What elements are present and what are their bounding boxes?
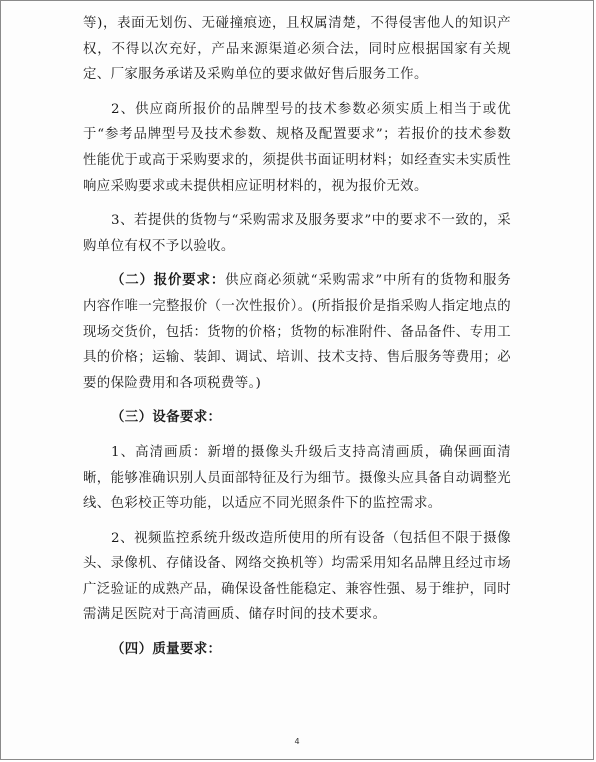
quality-heading: （四）质量要求： [111, 641, 222, 658]
document-body [83, 11, 511, 663]
paragraph-warranty: 等)，表面无划伤、无碰撞痕迹，且权属清楚，不得侵害他人的知识产权，不得以次充好，产品来源渠道必须合法，同时应根据国家有关规定、厂家服务承诺及采购单位的要求做好售后服务工作。 [83, 16, 511, 83]
paragraph-acceptance: 3、若提供的货物与“采购需求及服务要求”中的要求不一致的，采购单位有权不予以验收。 [83, 213, 511, 254]
quote-body: 供应商必须就“采购需求”中所有的货物和服务内容作唯一完整报价（一次性报价）。(所指报价是指采购人指定地点的现场交货价，包括：货物的价格；货物的标准附件、备品备件、专用工具的价格；运输、装卸、调试、培训、技术支持、售后服务等费用；必要的保险费用和各项税费等。) [83, 273, 512, 391]
page-number: 4 [294, 737, 300, 746]
quote-requirements [83, 268, 511, 396]
quote-heading: （二）报价要求： [111, 272, 226, 289]
equipment-heading: （三）设备要求： [111, 409, 222, 426]
equipment-item-hd: 1、高清画质：新增的摄像头升级后支持高清画质，确保画面清晰，能够准确识别人员面部特征及行为细节。摄像头应具备自动调整光线、色彩校正等功能，以适应不同光照条件下的监控需求。 [83, 444, 511, 512]
equipment-item-devices: 2、视频监控系统升级改造所使用的所有设备（包括但不限于摄像头、录像机、存储设备、网络交换机等）均需采用知名品牌且经过市场广泛验证的成熟产品，确保设备性能稳定、兼容性强、易于维护，同时需满足医院对于高清画质、储存时间的技术要求。 [83, 530, 511, 623]
paragraph-technical-params: 2、供应商所报价的品牌型号的技术参数必须实质上相当于或优于“参考品牌型号及技术参数、规格及配置要求”；若报价的技术参数性能优于或高于采购要求的，须提供书面证明材料；如经查实未实质性响应采购要求或未提供相应证明材料的，视为报价无效。 [83, 101, 511, 194]
